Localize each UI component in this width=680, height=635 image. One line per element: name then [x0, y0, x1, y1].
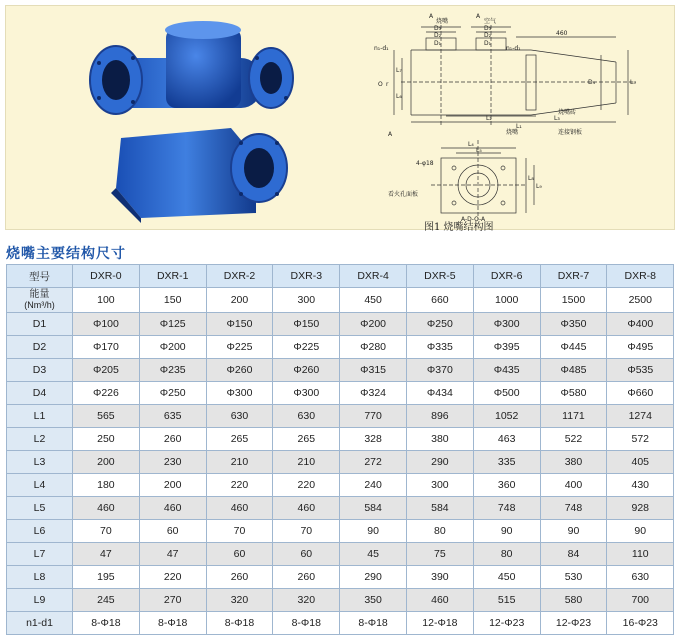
table-cell: 380 — [540, 451, 607, 474]
table-cell: Φ335 — [406, 336, 473, 359]
row-label: n1-d1 — [7, 612, 73, 635]
table-cell: 265 — [206, 428, 273, 451]
table-cell: 300 — [406, 474, 473, 497]
label-a-top-right: A — [476, 13, 481, 20]
header-model-label: 型号 — [7, 265, 73, 288]
table-cell: 8-Φ18 — [139, 612, 206, 635]
table-cell: Φ300 — [206, 382, 273, 405]
table-cell: 515 — [473, 589, 540, 612]
label-l2: L₂ — [486, 115, 492, 122]
table-cell: 630 — [607, 566, 674, 589]
table-cell: 320 — [206, 589, 273, 612]
table-row — [7, 520, 674, 543]
header-model-2: DXR-2 — [206, 265, 273, 288]
table-cell: 270 — [139, 589, 206, 612]
table-cell: 272 — [340, 451, 407, 474]
label-n1d1-left: n₁-d₁ — [374, 45, 389, 52]
table-cell: 45 — [340, 543, 407, 566]
table-cell: 90 — [540, 520, 607, 543]
row-label: L6 — [7, 520, 73, 543]
table-cell: 460 — [139, 497, 206, 520]
capacity-cell: 1000 — [473, 288, 540, 313]
table-cell: 260 — [273, 566, 340, 589]
table-cell: 530 — [540, 566, 607, 589]
table-cell: 245 — [73, 589, 140, 612]
label-d1r: D₁ — [484, 40, 492, 47]
spec-table — [6, 264, 674, 635]
label-r: r — [386, 81, 389, 88]
table-cell: 70 — [206, 520, 273, 543]
table-cell: 630 — [273, 405, 340, 428]
capacity-cell: 150 — [139, 288, 206, 313]
table-cell: 8-Φ18 — [340, 612, 407, 635]
table-cell: 12-Φ23 — [540, 612, 607, 635]
label-air: 空气 — [484, 18, 497, 25]
table-cell: Φ495 — [607, 336, 674, 359]
label-lookhole: 看火孔面板 — [388, 191, 419, 198]
table-cell: 320 — [273, 589, 340, 612]
label-arrow-a: A — [388, 131, 393, 138]
label-fire: 烧嘴 — [436, 18, 449, 25]
table-cell: 90 — [607, 520, 674, 543]
label-d3r: D₃ — [484, 25, 492, 32]
table-cell: Φ660 — [607, 382, 674, 405]
table-cell: Φ170 — [73, 336, 140, 359]
label-l1v: L₅ — [630, 79, 636, 86]
table-cell: 240 — [340, 474, 407, 497]
table-cell: 1171 — [540, 405, 607, 428]
table-cell: 70 — [73, 520, 140, 543]
table-cell: 350 — [340, 589, 407, 612]
label-460: 460 — [556, 30, 568, 37]
table-cell: Φ580 — [540, 382, 607, 405]
table-cell: 70 — [273, 520, 340, 543]
label-l5: L₅ — [476, 147, 482, 154]
label-d3: D₃ — [434, 25, 442, 32]
table-cell: 928 — [607, 497, 674, 520]
capacity-label — [7, 288, 73, 313]
table-cell: Φ445 — [540, 336, 607, 359]
table-cell: 12-Φ18 — [406, 612, 473, 635]
table-cell: Φ235 — [139, 359, 206, 382]
table-cell: Φ100 — [73, 313, 140, 336]
table-cell: 12-Φ23 — [473, 612, 540, 635]
table-cell: 460 — [406, 589, 473, 612]
table-cell: Φ400 — [607, 313, 674, 336]
table-cell: Φ226 — [73, 382, 140, 405]
table-cell: Φ485 — [540, 359, 607, 382]
label-a-top-left: A — [429, 13, 434, 20]
table-cell: Φ260 — [273, 359, 340, 382]
table-cell: 748 — [540, 497, 607, 520]
table-cell: 584 — [406, 497, 473, 520]
figure-panel — [5, 5, 675, 233]
table-cell: Φ370 — [406, 359, 473, 382]
header-model-7: DXR-7 — [540, 265, 607, 288]
table-cell: Φ150 — [273, 313, 340, 336]
table-row — [7, 336, 674, 359]
table-cell: 360 — [473, 474, 540, 497]
structure-drawing — [366, 10, 656, 232]
table-cell: 635 — [139, 405, 206, 428]
table-cell: 16-Φ23 — [607, 612, 674, 635]
table-cell: 770 — [340, 405, 407, 428]
table-cell: Φ125 — [139, 313, 206, 336]
table-cell: 460 — [73, 497, 140, 520]
section-title: 烧嘴主要结构尺寸 — [6, 246, 126, 262]
table-cell: 80 — [406, 520, 473, 543]
capacity-cell: 100 — [73, 288, 140, 313]
table-cell: 265 — [273, 428, 340, 451]
label-burner: 烧嘴 — [506, 129, 519, 136]
table-cell: 748 — [473, 497, 540, 520]
label-l7: L₇ — [396, 67, 402, 74]
capacity-cell: 1500 — [540, 288, 607, 313]
header-model-5: DXR-5 — [406, 265, 473, 288]
table-cell: Φ205 — [73, 359, 140, 382]
capacity-cell: 660 — [406, 288, 473, 313]
table-cell: Φ315 — [340, 359, 407, 382]
header-model-0: DXR-0 — [73, 265, 140, 288]
table-cell: 335 — [473, 451, 540, 474]
label-d1: D₁ — [434, 40, 442, 47]
table-cell: 60 — [273, 543, 340, 566]
table-cell: Φ300 — [273, 382, 340, 405]
label-l4: L₄ — [468, 141, 474, 148]
table-cell: 8-Φ18 — [273, 612, 340, 635]
table-cell: Φ435 — [473, 359, 540, 382]
table-cell: 47 — [139, 543, 206, 566]
table-row — [7, 359, 674, 382]
table-cell: Φ260 — [206, 359, 273, 382]
row-label: L4 — [7, 474, 73, 497]
label-l8: L₈ — [528, 175, 534, 182]
row-label: D4 — [7, 382, 73, 405]
table-cell: Φ535 — [607, 359, 674, 382]
row-label: D2 — [7, 336, 73, 359]
table-row — [7, 589, 674, 612]
label-d2r: D₂ — [484, 32, 492, 39]
table-row — [7, 612, 674, 635]
table-cell: 60 — [206, 543, 273, 566]
header-model-3: DXR-3 — [273, 265, 340, 288]
capacity-cell: 300 — [273, 288, 340, 313]
figure-caption: 图1 烧嘴结构图 — [424, 222, 494, 233]
capacity-label-top: 能量 — [29, 289, 50, 300]
table-cell: 195 — [73, 566, 140, 589]
table-cell: 700 — [607, 589, 674, 612]
table-cell: 430 — [607, 474, 674, 497]
label-hole: 4-φ18 — [416, 160, 434, 167]
table-row — [7, 382, 674, 405]
table-cell: 8-Φ18 — [206, 612, 273, 635]
table-cell: 460 — [206, 497, 273, 520]
table-cell: 290 — [340, 566, 407, 589]
table-cell: Φ300 — [473, 313, 540, 336]
table-cell: 220 — [139, 566, 206, 589]
label-connect-plate: 连接钢板 — [558, 129, 583, 136]
table-cell: Φ324 — [340, 382, 407, 405]
label-l6: L₆ — [396, 93, 402, 100]
row-label: L5 — [7, 497, 73, 520]
table-cell: 200 — [73, 451, 140, 474]
table-cell: 896 — [406, 405, 473, 428]
row-label: L8 — [7, 566, 73, 589]
row-label: L7 — [7, 543, 73, 566]
table-cell: 260 — [206, 566, 273, 589]
label-section: A-D-O-A — [461, 216, 486, 223]
table-cell: 220 — [273, 474, 340, 497]
table-cell: Φ250 — [139, 382, 206, 405]
table-row — [7, 543, 674, 566]
table-cell: 290 — [406, 451, 473, 474]
table-row — [7, 566, 674, 589]
label-n1d1-right: n₁-d₁ — [506, 45, 521, 52]
table-cell: 8-Φ18 — [73, 612, 140, 635]
table-cell: Φ250 — [406, 313, 473, 336]
row-label: L9 — [7, 589, 73, 612]
label-o: O — [378, 81, 383, 88]
burner-photo — [81, 18, 311, 228]
table-cell: 460 — [273, 497, 340, 520]
row-label: L3 — [7, 451, 73, 474]
table-cell: 584 — [340, 497, 407, 520]
table-cell: 380 — [406, 428, 473, 451]
table-cell: Φ350 — [540, 313, 607, 336]
table-header-row — [7, 265, 674, 288]
table-cell: 110 — [607, 543, 674, 566]
table-cell: 1274 — [607, 405, 674, 428]
table-cell: 90 — [340, 520, 407, 543]
table-cell: Φ200 — [139, 336, 206, 359]
label-d4: D₄ — [588, 79, 596, 86]
table-cell: 260 — [139, 428, 206, 451]
table-cell: 84 — [540, 543, 607, 566]
table-cell: 450 — [473, 566, 540, 589]
capacity-cell: 200 — [206, 288, 273, 313]
row-label: D3 — [7, 359, 73, 382]
capacity-cell: 2500 — [607, 288, 674, 313]
table-row-capacity — [7, 288, 674, 313]
label-l1: L₁ — [516, 123, 522, 130]
table-cell: Φ395 — [473, 336, 540, 359]
row-label: L1 — [7, 405, 73, 428]
table-cell: 180 — [73, 474, 140, 497]
table-row — [7, 497, 674, 520]
table-cell: 210 — [273, 451, 340, 474]
table-cell: 1052 — [473, 405, 540, 428]
table-cell: Φ280 — [340, 336, 407, 359]
table-cell: Φ225 — [206, 336, 273, 359]
table-cell: Φ434 — [406, 382, 473, 405]
table-cell: 220 — [206, 474, 273, 497]
table-cell: 328 — [340, 428, 407, 451]
table-cell: 75 — [406, 543, 473, 566]
table-cell: 230 — [139, 451, 206, 474]
label-l9: L₉ — [536, 183, 542, 190]
table-cell: 390 — [406, 566, 473, 589]
table-cell: 250 — [73, 428, 140, 451]
header-model-6: DXR-6 — [473, 265, 540, 288]
table-cell: Φ150 — [206, 313, 273, 336]
table-row — [7, 474, 674, 497]
table-cell: Φ500 — [473, 382, 540, 405]
table-cell: 630 — [206, 405, 273, 428]
capacity-label-unit: (Nm³/h) — [24, 300, 55, 310]
table-cell: 522 — [540, 428, 607, 451]
capacity-cell: 450 — [340, 288, 407, 313]
table-cell: 60 — [139, 520, 206, 543]
label-l3: L₃ — [554, 115, 560, 122]
row-label: L2 — [7, 428, 73, 451]
row-label: D1 — [7, 313, 73, 336]
table-cell: Φ200 — [340, 313, 407, 336]
table-cell: 400 — [540, 474, 607, 497]
table-cell: 47 — [73, 543, 140, 566]
table-row — [7, 451, 674, 474]
table-cell: Φ225 — [273, 336, 340, 359]
table-row — [7, 313, 674, 336]
table-cell: 580 — [540, 589, 607, 612]
table-cell: 463 — [473, 428, 540, 451]
header-model-8: DXR-8 — [607, 265, 674, 288]
table-cell: 90 — [473, 520, 540, 543]
table-row — [7, 405, 674, 428]
label-burner-brick: 烧嘴砖 — [558, 109, 577, 116]
table-cell: 210 — [206, 451, 273, 474]
table-cell: 200 — [139, 474, 206, 497]
header-model-1: DXR-1 — [139, 265, 206, 288]
table-row — [7, 428, 674, 451]
table-cell: 80 — [473, 543, 540, 566]
label-d2: D₂ — [434, 32, 442, 39]
header-model-4: DXR-4 — [340, 265, 407, 288]
table-cell: 565 — [73, 405, 140, 428]
table-cell: 572 — [607, 428, 674, 451]
table-cell: 405 — [607, 451, 674, 474]
